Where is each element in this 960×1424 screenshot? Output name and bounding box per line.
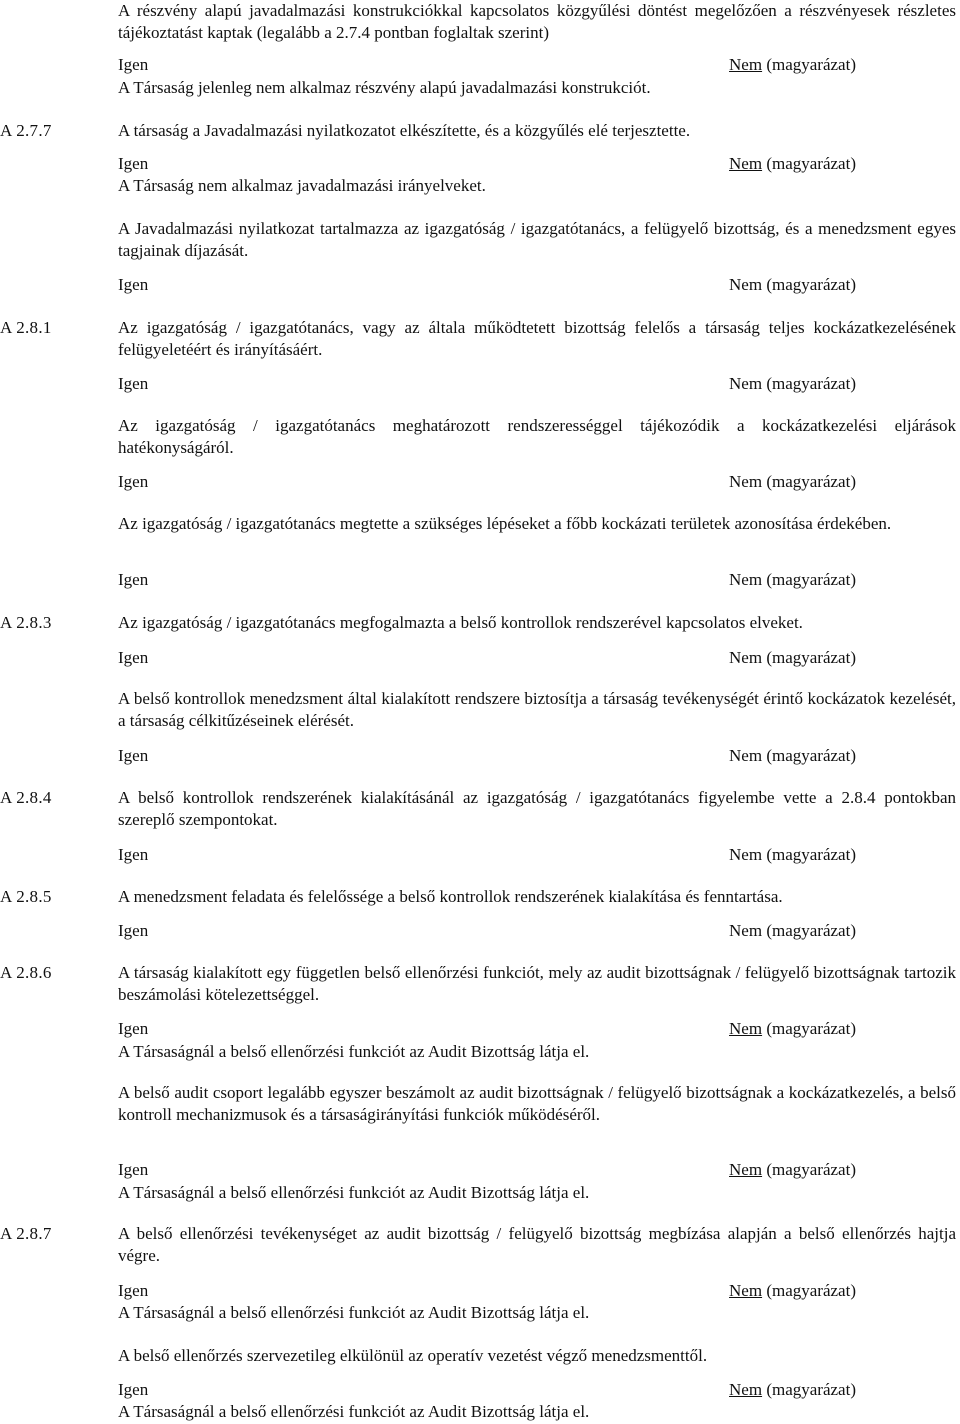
answer-row bbox=[118, 844, 856, 866]
answer-no-explanation: (magyarázat) bbox=[762, 845, 856, 864]
answer-row bbox=[118, 274, 856, 296]
answer-no-explanation: (magyarázat) bbox=[762, 1160, 856, 1179]
answer-yes: Igen bbox=[118, 55, 149, 74]
answer-no-word: Nem bbox=[729, 1160, 763, 1179]
statement-text: A menedzsment feladata és felelőssége a belső kontrollok rendszerének kialakítása és fenntartása. bbox=[118, 887, 783, 906]
answer-no-explanation: (magyarázat) bbox=[762, 921, 856, 940]
answer-no-explanation: (magyarázat) bbox=[762, 374, 856, 393]
answer-no-word: Nem bbox=[729, 1281, 763, 1300]
answer-yes: Igen bbox=[118, 1380, 149, 1399]
answer-no-explanation: (magyarázat) bbox=[762, 648, 856, 667]
answer-yes: Igen bbox=[118, 374, 149, 393]
answer-no bbox=[729, 471, 856, 493]
section-code: A 2.8.1 bbox=[0, 318, 52, 337]
statement-text: A társaság a Javadalmazási nyilatkozatot elkészítette, és a közgyűlés elé terjesztette. bbox=[118, 121, 691, 140]
answer-no-explanation: (magyarázat) bbox=[762, 570, 856, 589]
answer-yes: Igen bbox=[118, 845, 149, 864]
explanation-note: A Társaságnál a belső ellenőrzési funkciót az Audit Bizottság látja el. bbox=[118, 1183, 590, 1202]
statement-text: A belső kontrollok menedzsment által kialakított rendszere biztosítja a társaság tevékenységét érintő kockázatok kezelését, a társaság célkitűzéseinek elérését. bbox=[118, 689, 956, 730]
answer-yes: Igen bbox=[118, 1160, 149, 1179]
answer-no-word: Nem bbox=[729, 746, 763, 765]
answer-no bbox=[729, 569, 856, 591]
statement-text: A részvény alapú javadalmazási konstrukciókkal kapcsolatos közgyűlési döntést megelőzően a részvényesek részletes tájékoztatást kaptak (legalább a 2.7.4 pontban foglaltak szerint) bbox=[118, 1, 956, 42]
answer-yes: Igen bbox=[118, 275, 149, 294]
answer-no-word: Nem bbox=[729, 275, 763, 294]
answer-yes: Igen bbox=[118, 472, 149, 491]
answer-no bbox=[729, 745, 856, 767]
section-code: A 2.8.5 bbox=[0, 887, 52, 906]
statement-text: A belső kontrollok rendszerének kialakításánál az igazgatóság / igazgatótanács figyelembe vette a 2.8.4 pontokban szereplő szempontokat. bbox=[118, 788, 956, 829]
answer-no bbox=[729, 1379, 856, 1401]
statement-text: Az igazgatóság / igazgatótanács meghatározott rendszerességgel tájékozódik a kockázatkezelési eljárások hatékonyságáról. bbox=[118, 416, 956, 457]
answer-no-word: Nem bbox=[729, 845, 763, 864]
answer-no-explanation: (magyarázat) bbox=[762, 1019, 856, 1038]
answer-yes: Igen bbox=[118, 746, 149, 765]
section-code: A 2.7.7 bbox=[0, 121, 52, 140]
statement-text: A Javadalmazási nyilatkozat tartalmazza az igazgatóság / igazgatótanács, a felügyelő bizottság, és a menedzsment egyes tagjainak díjazását. bbox=[118, 219, 956, 260]
answer-no-word: Nem bbox=[729, 55, 763, 74]
explanation-note: A Társaságnál a belső ellenőrzési funkciót az Audit Bizottság látja el. bbox=[118, 1042, 590, 1061]
answer-no-explanation: (magyarázat) bbox=[762, 1281, 856, 1300]
answer-no bbox=[729, 1018, 856, 1040]
answer-no-word: Nem bbox=[729, 921, 763, 940]
answer-row bbox=[118, 471, 856, 493]
answer-no bbox=[729, 274, 856, 296]
statement-text: A belső audit csoport legalább egyszer beszámolt az audit bizottságnak / felügyelő bizottságnak a kockázatkezelés, a belső kontroll mechanizmusok és a társaságirányítási funkciók működéséről. bbox=[118, 1083, 956, 1124]
answer-no-explanation: (magyarázat) bbox=[762, 275, 856, 294]
answer-no-explanation: (magyarázat) bbox=[762, 472, 856, 491]
answer-row bbox=[118, 647, 856, 669]
answer-row bbox=[118, 920, 856, 942]
answer-row bbox=[118, 373, 856, 395]
answer-row bbox=[118, 1018, 856, 1040]
answer-yes: Igen bbox=[118, 1019, 149, 1038]
answer-row bbox=[118, 54, 856, 76]
statement-text: A belső ellenőrzési tevékenységet az audit bizottság / felügyelő bizottság megbízása alapján a belső ellenőrzés hajtja végre. bbox=[118, 1224, 956, 1265]
answer-no bbox=[729, 844, 856, 866]
statement-text: A társaság kialakított egy független belső ellenőrzési funkciót, mely az audit bizottságnak / felügyelő bizottságnak tartozik beszámolási kötelezettséggel. bbox=[118, 963, 956, 1004]
answer-no bbox=[729, 1280, 856, 1302]
answer-no bbox=[729, 153, 856, 175]
answer-no-word: Nem bbox=[729, 154, 763, 173]
answer-row bbox=[118, 745, 856, 767]
answer-yes: Igen bbox=[118, 648, 149, 667]
answer-no-explanation: (magyarázat) bbox=[762, 154, 856, 173]
answer-no-word: Nem bbox=[729, 472, 763, 491]
answer-row bbox=[118, 153, 856, 175]
answer-yes: Igen bbox=[118, 570, 149, 589]
answer-no bbox=[729, 920, 856, 942]
statement-text: Az igazgatóság / igazgatótanács, vagy az általa működtetett bizottság felelős a társaság teljes kockázatkezelésének felügyeletéért és irányításáért. bbox=[118, 318, 956, 359]
answer-no-word: Nem bbox=[729, 1019, 763, 1038]
answer-yes: Igen bbox=[118, 154, 149, 173]
answer-no-word: Nem bbox=[729, 374, 763, 393]
statement-text: Az igazgatóság / igazgatótanács megtette a szükséges lépéseket a főbb kockázati területek azonosítása érdekében. bbox=[118, 514, 892, 533]
explanation-note: A Társaságnál a belső ellenőrzési funkciót az Audit Bizottság látja el. bbox=[118, 1303, 590, 1322]
answer-no-explanation: (magyarázat) bbox=[762, 55, 856, 74]
statement-text: A belső ellenőrzés szervezetileg elkülönül az operatív vezetést végző menedzsmenttől. bbox=[118, 1346, 708, 1365]
answer-yes: Igen bbox=[118, 921, 149, 940]
answer-row bbox=[118, 569, 856, 591]
explanation-note: A Társaságnál a belső ellenőrzési funkciót az Audit Bizottság látja el. bbox=[118, 1402, 590, 1421]
answer-no-word: Nem bbox=[729, 1380, 763, 1399]
answer-no bbox=[729, 54, 856, 76]
explanation-note: A Társaság jelenleg nem alkalmaz részvény alapú javadalmazási konstrukciót. bbox=[118, 78, 651, 97]
section-code: A 2.8.7 bbox=[0, 1224, 52, 1243]
answer-row bbox=[118, 1280, 856, 1302]
section-code: A 2.8.3 bbox=[0, 613, 52, 632]
section-code: A 2.8.6 bbox=[0, 963, 52, 982]
answer-no-word: Nem bbox=[729, 648, 763, 667]
explanation-note: A Társaság nem alkalmaz javadalmazási irányelveket. bbox=[118, 176, 486, 195]
answer-no-word: Nem bbox=[729, 570, 763, 589]
answer-row bbox=[118, 1159, 856, 1181]
answer-no bbox=[729, 647, 856, 669]
statement-text: Az igazgatóság / igazgatótanács megfogalmazta a belső kontrollok rendszerével kapcsolatos elveket. bbox=[118, 613, 803, 632]
answer-row bbox=[118, 1379, 856, 1401]
answer-no bbox=[729, 373, 856, 395]
section-code: A 2.8.4 bbox=[0, 788, 52, 807]
answer-no-explanation: (magyarázat) bbox=[762, 746, 856, 765]
answer-no-explanation: (magyarázat) bbox=[762, 1380, 856, 1399]
answer-no bbox=[729, 1159, 856, 1181]
answer-yes: Igen bbox=[118, 1281, 149, 1300]
